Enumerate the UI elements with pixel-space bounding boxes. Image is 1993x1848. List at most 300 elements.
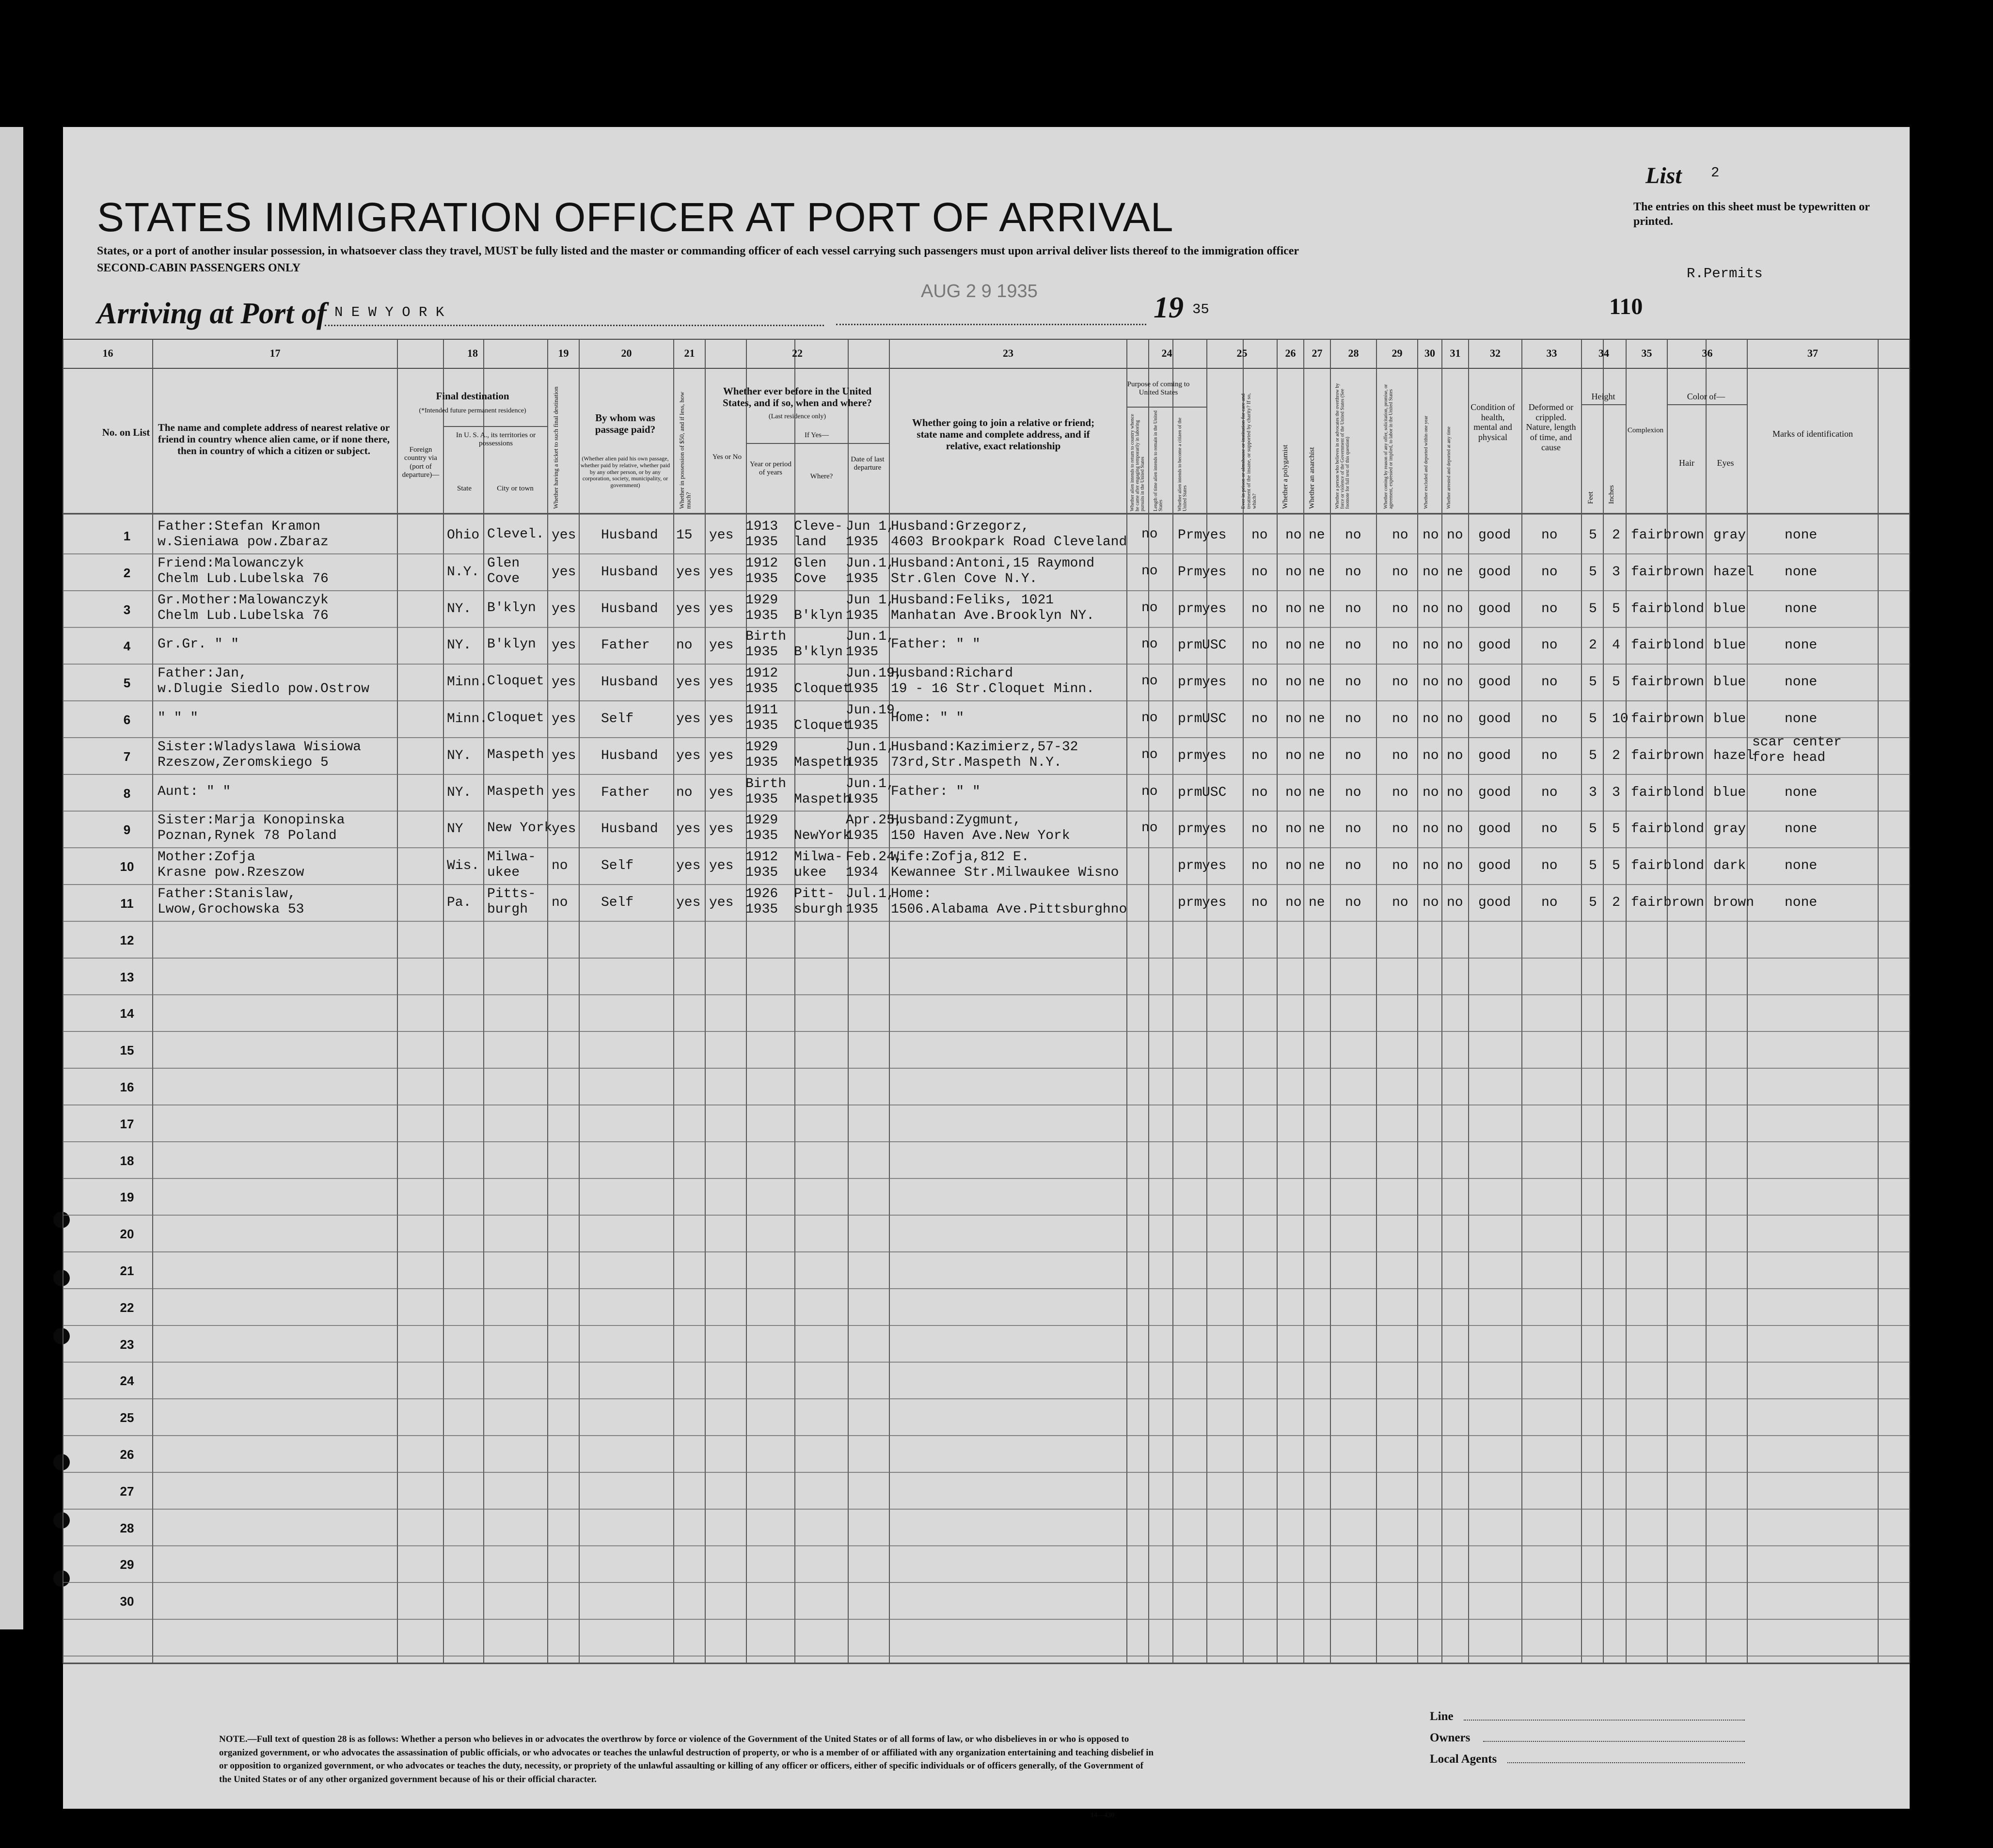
cell-polygamist: no	[1285, 528, 1302, 543]
cell-last-departure: 1935	[846, 828, 879, 844]
cell-q29: no	[1392, 748, 1408, 763]
cell-q30: no	[1423, 711, 1439, 727]
cell-feet: 5	[1589, 711, 1597, 727]
cell-inches: 2	[1612, 748, 1620, 763]
cell-ticket: yes	[552, 748, 576, 763]
cell-purpose-length: prm	[1178, 895, 1202, 910]
cell-eyes: blue	[1713, 711, 1746, 727]
header-color-of: Color of—	[1687, 392, 1725, 401]
row-number: 16	[120, 1080, 134, 1094]
cell-city: ukee	[487, 865, 520, 881]
cell-marks: none	[1785, 711, 1818, 727]
cell-deformed: no	[1541, 785, 1558, 800]
cell-city: Glen	[487, 555, 520, 571]
header-purpose-c: Whether alien intends to become a citizen of the United States	[1177, 417, 1188, 511]
cell-purpose-length: prm	[1178, 638, 1202, 653]
row-number: 17	[120, 1116, 134, 1131]
cell-polygamist: no	[1285, 785, 1302, 800]
cell-inches: 3	[1612, 785, 1620, 800]
cell-where: B'klyn	[794, 608, 843, 623]
cell-q30: no	[1423, 564, 1439, 580]
cell-polygamist: no	[1285, 821, 1302, 837]
cell-city: B'klyn	[487, 600, 536, 616]
cell-purpose-length: Prm	[1178, 564, 1202, 580]
header-eyes: Eyes	[1717, 458, 1734, 468]
row-number: 18	[120, 1153, 134, 1168]
row-number: 2	[123, 565, 131, 580]
cell-inches: 5	[1612, 821, 1620, 837]
cell-q28: no	[1345, 675, 1361, 690]
header-ever-before: Whether ever before in the United States, and if so, when and where?	[723, 385, 872, 409]
cell-city: burgh	[487, 902, 528, 917]
header-year-period: Year or period of years	[750, 460, 791, 477]
cell-joining-relative: Husband:Zygmunt,	[891, 813, 1021, 828]
cell-health: good	[1478, 821, 1511, 837]
header-last-residence: (Last residence only)	[768, 413, 826, 420]
cell-joining-relative: Wife:Zofja,812 E.	[891, 850, 1029, 865]
cell-where: Maspeth	[794, 791, 851, 807]
year-prefix: 19	[1154, 291, 1184, 324]
column-number: 22	[792, 347, 803, 359]
cell-state: NY	[447, 821, 463, 837]
list-label: List	[1645, 163, 1682, 189]
cell-last-departure: Jun.1,	[846, 629, 895, 645]
header-inches: Inches	[1608, 485, 1615, 504]
cell-city: Milwa-	[487, 850, 536, 865]
cell-deformed: no	[1541, 895, 1558, 910]
cell-q31: no	[1447, 858, 1463, 874]
cell-complexion: fair	[1631, 675, 1664, 690]
cell-q29: no	[1392, 675, 1408, 690]
cell-city: Clevel.	[487, 527, 544, 542]
cell-purpose-citizen: yes	[1202, 528, 1227, 543]
cell-money: yes	[676, 821, 701, 837]
cell-years: 1913	[745, 519, 778, 534]
cell-years: 1912	[745, 850, 778, 865]
cell-complexion: fair	[1631, 711, 1664, 727]
permits-note: R.Permits	[1687, 266, 1763, 282]
cell-joining-relative: Father: " "	[891, 784, 981, 799]
owners-underline	[1483, 1741, 1745, 1742]
cell-hair: blond	[1663, 601, 1705, 616]
cell-eyes: blue	[1713, 638, 1746, 653]
cell-complexion: fair	[1631, 858, 1664, 874]
cell-nearest-relative: Gr.Mother:Malowanczyk	[158, 592, 329, 608]
cell-ever-before: yes	[709, 528, 734, 543]
cell-hair: brown	[1663, 748, 1705, 763]
cell-city: Cloquet	[487, 674, 544, 689]
cell-passage-paid: Husband	[601, 601, 658, 616]
cell-anarchist: ne	[1309, 638, 1325, 653]
page-title: STATES IMMIGRATION OFFICER AT PORT OF ARRIVAL	[97, 194, 1174, 240]
cell-marks: scar center	[1752, 734, 1842, 750]
cell-feet: 5	[1589, 895, 1597, 910]
cell-ticket: yes	[552, 564, 576, 580]
cell-where: Pitt-	[794, 886, 835, 901]
cell-anarchist: ne	[1309, 785, 1325, 800]
header-prison: Ever in prison or almshouse or institution for care and treatment of the insane, or supported by charity? If so, which?	[1240, 393, 1258, 509]
cell-joining-relative: Husband:Antoni,15 Raymond	[891, 555, 1095, 571]
cell-purpose-citizen: USC	[1202, 785, 1227, 800]
header-possession-50: Whether in possession of $50, and if less, how much?	[678, 392, 692, 509]
statement-text: States, or a port of another insular possession, in whatsoever class they travel, MUST be fully listed and the master or commanding officer of each vessel carrying such passengers must upon arrival deliver lists thereof to the immigration officer	[97, 245, 1299, 257]
row-number: 23	[120, 1337, 134, 1352]
cell-nearest-relative: Rzeszow,Zeromskiego 5	[158, 755, 329, 770]
cell-q29: no	[1392, 638, 1408, 653]
cell-last-departure: 1935	[846, 755, 879, 770]
cell-joining-relative: Father: " "	[891, 637, 981, 652]
cell-deformed: no	[1541, 711, 1558, 727]
row-number: 5	[123, 676, 131, 691]
cell-anarchist: ne	[1309, 601, 1325, 616]
cell-inches: 10	[1612, 711, 1629, 727]
cell-passage-paid: Father	[601, 638, 650, 653]
cell-purpose-length: prm	[1178, 821, 1202, 837]
cell-years: 1929	[745, 592, 778, 608]
cell-nearest-relative: Father:Stefan Kramon	[158, 519, 321, 534]
cell-where: Milwa-	[794, 850, 843, 865]
cell-complexion: fair	[1631, 564, 1664, 580]
cell-q30: no	[1423, 528, 1439, 543]
cell-purpose-length: prm	[1178, 601, 1202, 616]
cell-ticket: no	[552, 895, 568, 910]
cell-prison: no	[1251, 748, 1268, 763]
cell-complexion: fair	[1631, 895, 1664, 910]
cell-city: B'klyn	[487, 637, 536, 652]
cell-years: 1935	[745, 755, 778, 770]
cell-nearest-relative: w.Dlugie Siedlo pow.Ostrow	[158, 681, 369, 697]
column-number: 16	[102, 347, 113, 359]
cell-feet: 3	[1589, 785, 1597, 800]
column-number: 32	[1490, 347, 1501, 359]
cell-purpose-length: Prm	[1178, 528, 1202, 543]
cell-nearest-relative: Lwow,Grochowska 53	[158, 902, 304, 917]
cell-money: yes	[676, 748, 701, 763]
line-underline	[1464, 1720, 1745, 1721]
column-number: 26	[1285, 347, 1296, 359]
cell-money: yes	[676, 601, 701, 616]
cell-eyes: hazel	[1713, 564, 1755, 580]
cell-joining-relative: 4603 Brookpark Road Cleveland	[891, 535, 1127, 550]
cell-city: Pitts-	[487, 886, 536, 901]
header-height: Height	[1591, 392, 1615, 401]
cell-where: sburgh	[794, 902, 843, 917]
cell-years: 1935	[745, 865, 778, 881]
cell-joining-relative: 150 Haven Ave.New York	[891, 828, 1070, 844]
cell-deformed: no	[1541, 638, 1558, 653]
row-number: 4	[123, 639, 131, 654]
header-yes-no: Yes or No	[712, 453, 742, 461]
cell-polygamist: no	[1285, 601, 1302, 616]
cell-complexion: fair	[1631, 785, 1664, 800]
cell-q28: no	[1345, 564, 1361, 580]
typewritten-instruction: The entries on this sheet must be typewritten or printed.	[1633, 201, 1870, 228]
row-number: 10	[120, 859, 134, 874]
cell-last-departure: Jun.1,	[846, 555, 895, 571]
cell-joining-relative: 19 - 16 Str.Cloquet Minn.	[891, 681, 1095, 697]
header-complexion: Complexion	[1627, 426, 1664, 434]
column-number: 25	[1236, 347, 1248, 359]
cell-feet: 5	[1589, 858, 1597, 874]
cell-ticket: yes	[552, 711, 576, 727]
cell-purpose-citizen: yes	[1202, 748, 1227, 763]
cell-last-departure: 1935	[846, 571, 879, 586]
cell-nearest-relative: Gr.Gr. " "	[158, 637, 239, 652]
cell-q28: no	[1345, 895, 1361, 910]
cell-health: good	[1478, 711, 1511, 727]
cell-health: good	[1478, 528, 1511, 543]
cell-ticket: yes	[552, 638, 576, 653]
cell-where: ukee	[794, 865, 827, 881]
header-where: Where?	[810, 473, 833, 480]
header-final-destination-note: (*Intended future permanent residence)	[419, 407, 526, 414]
cell-purpose-length: prm	[1178, 675, 1202, 690]
cell-nearest-relative: " " "	[158, 711, 199, 726]
cell-nearest-relative: Sister:Marja Konopinska	[158, 813, 345, 828]
cell-q30: no	[1423, 858, 1439, 874]
cell-nearest-relative: Chelm Lub.Lubelska 76	[158, 571, 329, 586]
cell-purpose-return: no	[1141, 563, 1158, 579]
column-number: 33	[1546, 347, 1557, 359]
cell-feet: 5	[1589, 821, 1597, 837]
cell-money: yes	[676, 858, 701, 874]
column-number: 36	[1702, 347, 1713, 359]
header-no-on-list: No. on List	[102, 426, 150, 438]
cell-feet: 5	[1589, 601, 1597, 616]
cell-hair: blond	[1663, 821, 1705, 837]
header-passage-paid-note: (Whether alien paid his own passage, whether paid by relative, whether paid by any other person, or by any corporation, society, municipality, or government)	[580, 455, 670, 489]
cell-purpose-length: prm	[1178, 711, 1202, 727]
cell-state: Minn.	[447, 675, 488, 690]
cell-last-departure: 1935	[846, 791, 879, 807]
cell-q31: no	[1447, 711, 1463, 727]
row-number: 24	[120, 1374, 134, 1389]
cell-health: good	[1478, 858, 1511, 874]
cell-health: good	[1478, 638, 1511, 653]
cell-q31: no	[1447, 528, 1463, 543]
cell-q31: no	[1447, 675, 1463, 690]
cell-where: Glen	[794, 555, 827, 571]
row-number: 20	[120, 1227, 134, 1242]
cell-feet: 5	[1589, 748, 1597, 763]
cell-q28: no	[1345, 821, 1361, 837]
cell-purpose-return: no	[1141, 527, 1158, 542]
cell-complexion: fair	[1631, 601, 1664, 616]
header-purpose-a: Whether alien intends to return to country whence he came after engaging temporarily in laboring pursuits in the United States	[1130, 414, 1145, 511]
cell-city: Cloquet	[487, 711, 544, 726]
cell-eyes: dark	[1713, 858, 1746, 874]
cell-city: New York	[487, 821, 553, 836]
cell-state: NY.	[447, 601, 472, 616]
cell-eyes: blue	[1713, 601, 1746, 616]
cell-last-departure: Jun.1,	[846, 739, 895, 755]
cell-q28: no	[1345, 785, 1361, 800]
header-purpose-b: Length of time alien intends to remain in the United States	[1153, 410, 1164, 511]
cell-last-departure: Jun.19,	[846, 703, 903, 718]
cell-years: Birth	[745, 776, 787, 791]
cell-purpose-citizen: yes	[1202, 858, 1227, 874]
cell-q31: no	[1447, 601, 1463, 616]
cell-marks: none	[1785, 675, 1818, 690]
cell-deformed: no	[1541, 601, 1558, 616]
row-number: 27	[120, 1484, 134, 1499]
cell-nearest-relative: Father:Jan,	[158, 666, 247, 681]
row-number: 1	[123, 529, 131, 543]
cell-last-departure: Jun.19,	[846, 666, 903, 681]
header-deformed: Deformed or crippled. Nature, length of time, and cause	[1526, 402, 1576, 452]
cell-prison: no	[1251, 528, 1268, 543]
cell-anarchist: ne	[1309, 895, 1325, 910]
row-number: 28	[120, 1520, 134, 1535]
column-number: 29	[1392, 347, 1403, 359]
cell-inches: 2	[1612, 895, 1620, 910]
column-number: 27	[1312, 347, 1323, 359]
cell-ever-before: yes	[709, 785, 734, 800]
cell-last-departure: 1935	[846, 645, 879, 660]
cell-inches: 5	[1612, 675, 1620, 690]
cell-inches: 2	[1612, 528, 1620, 543]
column-number: 35	[1641, 347, 1652, 359]
cell-joining-relative: 73rd,Str.Maspeth N.Y.	[891, 755, 1062, 770]
cell-ever-before: yes	[709, 821, 734, 837]
header-ticket: Whether having a ticket to such final destination	[552, 386, 559, 509]
row-number: 11	[120, 896, 134, 911]
column-number: 23	[1003, 347, 1013, 359]
cell-nearest-relative: Friend:Malowanczyk	[158, 555, 304, 571]
cell-joining-relative: Kewannee Str.Milwaukee Wisno	[891, 865, 1119, 881]
cell-purpose-return: no	[1141, 784, 1158, 799]
cell-q30: no	[1423, 785, 1439, 800]
cell-ever-before: yes	[709, 675, 734, 690]
cell-joining-relative: Manhatan Ave.Brooklyn NY.	[891, 608, 1095, 623]
cell-eyes: gray	[1713, 528, 1746, 543]
cell-ticket: yes	[552, 528, 576, 543]
cell-money: yes	[676, 675, 701, 690]
column-number: 19	[558, 347, 569, 359]
cell-hair: brown	[1663, 528, 1705, 543]
row-number: 25	[120, 1410, 134, 1425]
cell-nearest-relative: Poznan,Rynek 78 Poland	[158, 828, 337, 844]
cell-where: Cloquet	[794, 681, 851, 697]
cell-last-departure: 1935	[846, 718, 879, 733]
cell-purpose-citizen: yes	[1202, 895, 1227, 910]
cell-anarchist: ne	[1309, 858, 1325, 874]
cell-years: 1935	[745, 791, 778, 807]
cell-complexion: fair	[1631, 638, 1664, 653]
cell-q30: no	[1423, 638, 1439, 653]
cell-passage-paid: Self	[601, 711, 634, 727]
cell-hair: brown	[1663, 564, 1705, 580]
cell-prison: no	[1251, 638, 1268, 653]
cell-last-departure: Jun 1,	[846, 592, 895, 608]
cell-health: good	[1478, 601, 1511, 616]
header-city: City or town	[497, 485, 534, 492]
cell-eyes: gray	[1713, 821, 1746, 837]
cell-hair: blond	[1663, 858, 1705, 874]
row-number: 13	[120, 969, 134, 984]
cell-joining-relative: Husband:Grzegorz,	[891, 519, 1029, 534]
cell-marks: none	[1785, 858, 1818, 874]
cell-years: 1935	[745, 681, 778, 697]
cell-complexion: fair	[1631, 821, 1664, 837]
cell-q28: no	[1345, 601, 1361, 616]
cell-state: N.Y.	[447, 564, 480, 580]
cell-last-departure: 1935	[846, 608, 879, 623]
cell-state: Wis.	[447, 858, 480, 874]
cell-prison: no	[1251, 711, 1268, 727]
arriving-label: Arriving at Port of	[97, 297, 327, 330]
agents-underline	[1507, 1762, 1745, 1763]
cell-q29: no	[1392, 858, 1408, 874]
cell-prison: no	[1251, 785, 1268, 800]
header-nearest-relative: The name and complete address of nearest relative or friend in country whence alien came, or if none there, then in country of which a citizen or subject.	[158, 422, 390, 457]
cell-years: 1935	[745, 608, 778, 623]
cell-q29: no	[1392, 821, 1408, 837]
header-q29: Whether coming by reason of any offer, solicitation, promise, or agreement, expressed or implied, to labor in the United States	[1383, 384, 1394, 509]
cell-years: 1911	[745, 703, 778, 718]
cell-deformed: no	[1541, 528, 1558, 543]
header-passage-paid: By whom was passage paid?	[595, 412, 656, 436]
owners-label: Owners	[1430, 1731, 1471, 1744]
cell-polygamist: no	[1285, 858, 1302, 874]
cell-where: Cove	[794, 571, 827, 586]
cell-years: 1912	[745, 555, 778, 571]
row-number: 3	[123, 602, 131, 617]
cell-nearest-relative: Krasne pow.Rzeszow	[158, 865, 304, 881]
cell-eyes: brown	[1713, 895, 1755, 910]
cell-joining-relative: Husband:Kazimierz,57-32	[891, 739, 1078, 755]
cell-hair: brown	[1663, 895, 1705, 910]
cell-years: 1929	[745, 813, 778, 828]
cell-health: good	[1478, 564, 1511, 580]
header-marks: Marks of identification	[1772, 429, 1853, 439]
header-hair: Hair	[1679, 458, 1694, 468]
row-number: 8	[123, 786, 131, 801]
cell-marks: none	[1785, 895, 1818, 910]
cell-q30: no	[1423, 601, 1439, 616]
cell-hair: blond	[1663, 638, 1705, 653]
column-number: 31	[1450, 347, 1461, 359]
cell-q31: no	[1447, 821, 1463, 837]
cell-prison: no	[1251, 601, 1268, 616]
class-label: SECOND-CABIN PASSENGERS ONLY	[97, 262, 301, 274]
cell-nearest-relative: Father:Stanislaw,	[158, 886, 296, 901]
cell-money: no	[676, 638, 693, 653]
row-number: 29	[120, 1557, 134, 1572]
cell-years: 1929	[745, 739, 778, 755]
cell-state: Pa.	[447, 895, 472, 910]
cell-purpose-length: prm	[1178, 858, 1202, 874]
header-polygamist: Whether a polygamist	[1281, 444, 1289, 509]
cell-purpose-citizen: yes	[1202, 821, 1227, 837]
column-number: 28	[1348, 347, 1359, 359]
header-in-usa: In U. S. A., its territories or possessions	[456, 431, 536, 448]
cell-passage-paid: Self	[601, 895, 634, 910]
cell-nearest-relative: Chelm Lub.Lubelska 76	[158, 608, 329, 623]
cell-q31: no	[1447, 638, 1463, 653]
cell-hair: blond	[1663, 785, 1705, 800]
column-number: 34	[1598, 347, 1609, 359]
cell-deformed: no	[1541, 858, 1558, 874]
cell-last-departure: 1935	[846, 681, 879, 697]
cell-q31: ne	[1447, 564, 1463, 580]
cell-prison: no	[1251, 564, 1268, 580]
row-number: 9	[123, 822, 131, 837]
cell-purpose-length: prm	[1178, 785, 1202, 800]
row-number: 15	[120, 1043, 134, 1058]
cell-anarchist: ne	[1309, 821, 1325, 837]
cell-marks: none	[1785, 528, 1818, 543]
